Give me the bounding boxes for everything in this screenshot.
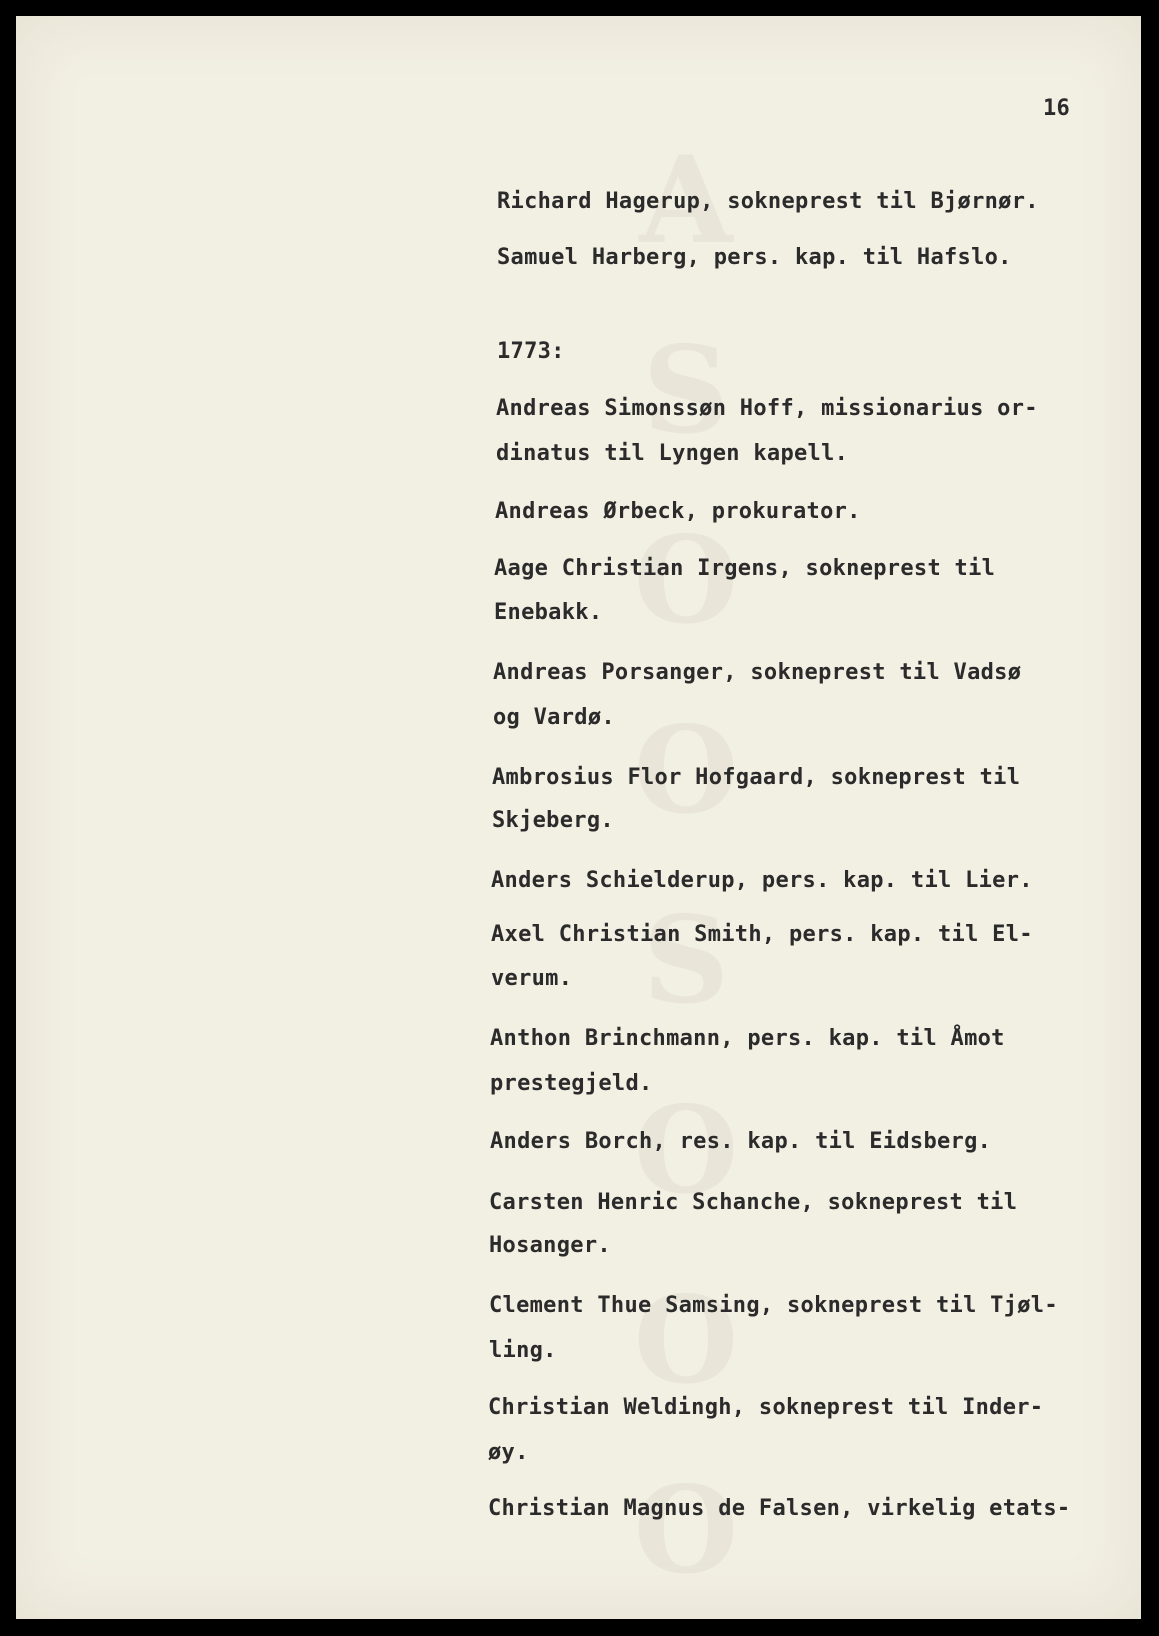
text-line: Ambrosius Flor Hofgaard, sokneprest til <box>492 765 1021 790</box>
text-line: Anthon Brinchmann, pers. kap. til Åmot <box>490 1026 1005 1051</box>
page-number: 16 <box>1043 96 1071 121</box>
text-line: Aage Christian Irgens, sokneprest til <box>494 556 996 581</box>
text-line: og Vardø. <box>493 705 615 730</box>
text-line: verum. <box>491 966 573 991</box>
text-line: ling. <box>489 1338 557 1363</box>
text-line: Carsten Henric Schanche, sokneprest til <box>489 1190 1018 1215</box>
text-line: Christian Magnus de Falsen, virkelig etats- <box>488 1496 1071 1521</box>
text-line: Clement Thue Samsing, sokneprest til Tjøl- <box>489 1293 1058 1318</box>
text-line: Axel Christian Smith, pers. kap. til El- <box>491 922 1033 947</box>
text-line: Anders Schielderup, pers. kap. til Lier. <box>491 868 1033 893</box>
text-line: Andreas Ørbeck, prokurator. <box>495 499 861 524</box>
watermark-stamp: A S O O S O O O <box>633 130 739 1601</box>
text-line: Christian Weldingh, sokneprest til Inder- <box>488 1395 1044 1420</box>
text-line: Anders Borch, res. kap. til Eidsberg. <box>490 1129 992 1154</box>
text-line: Hosanger. <box>489 1233 611 1258</box>
text-line: Richard Hagerup, sokneprest til Bjørnør. <box>497 189 1039 214</box>
text-line: dinatus til Lyngen kapell. <box>496 441 849 466</box>
text-line: Samuel Harberg, pers. kap. til Hafslo. <box>497 245 1012 270</box>
year-heading: 1773: <box>497 339 565 364</box>
text-line: Andreas Porsanger, sokneprest til Vadsø <box>493 660 1022 685</box>
text-line: Skjeberg. <box>492 808 614 833</box>
text-line: øy. <box>488 1440 529 1465</box>
text-line: Enebakk. <box>494 600 603 625</box>
text-line: Andreas Simonssøn Hoff, missionarius or- <box>496 396 1038 421</box>
text-line: prestegjeld. <box>490 1071 653 1096</box>
